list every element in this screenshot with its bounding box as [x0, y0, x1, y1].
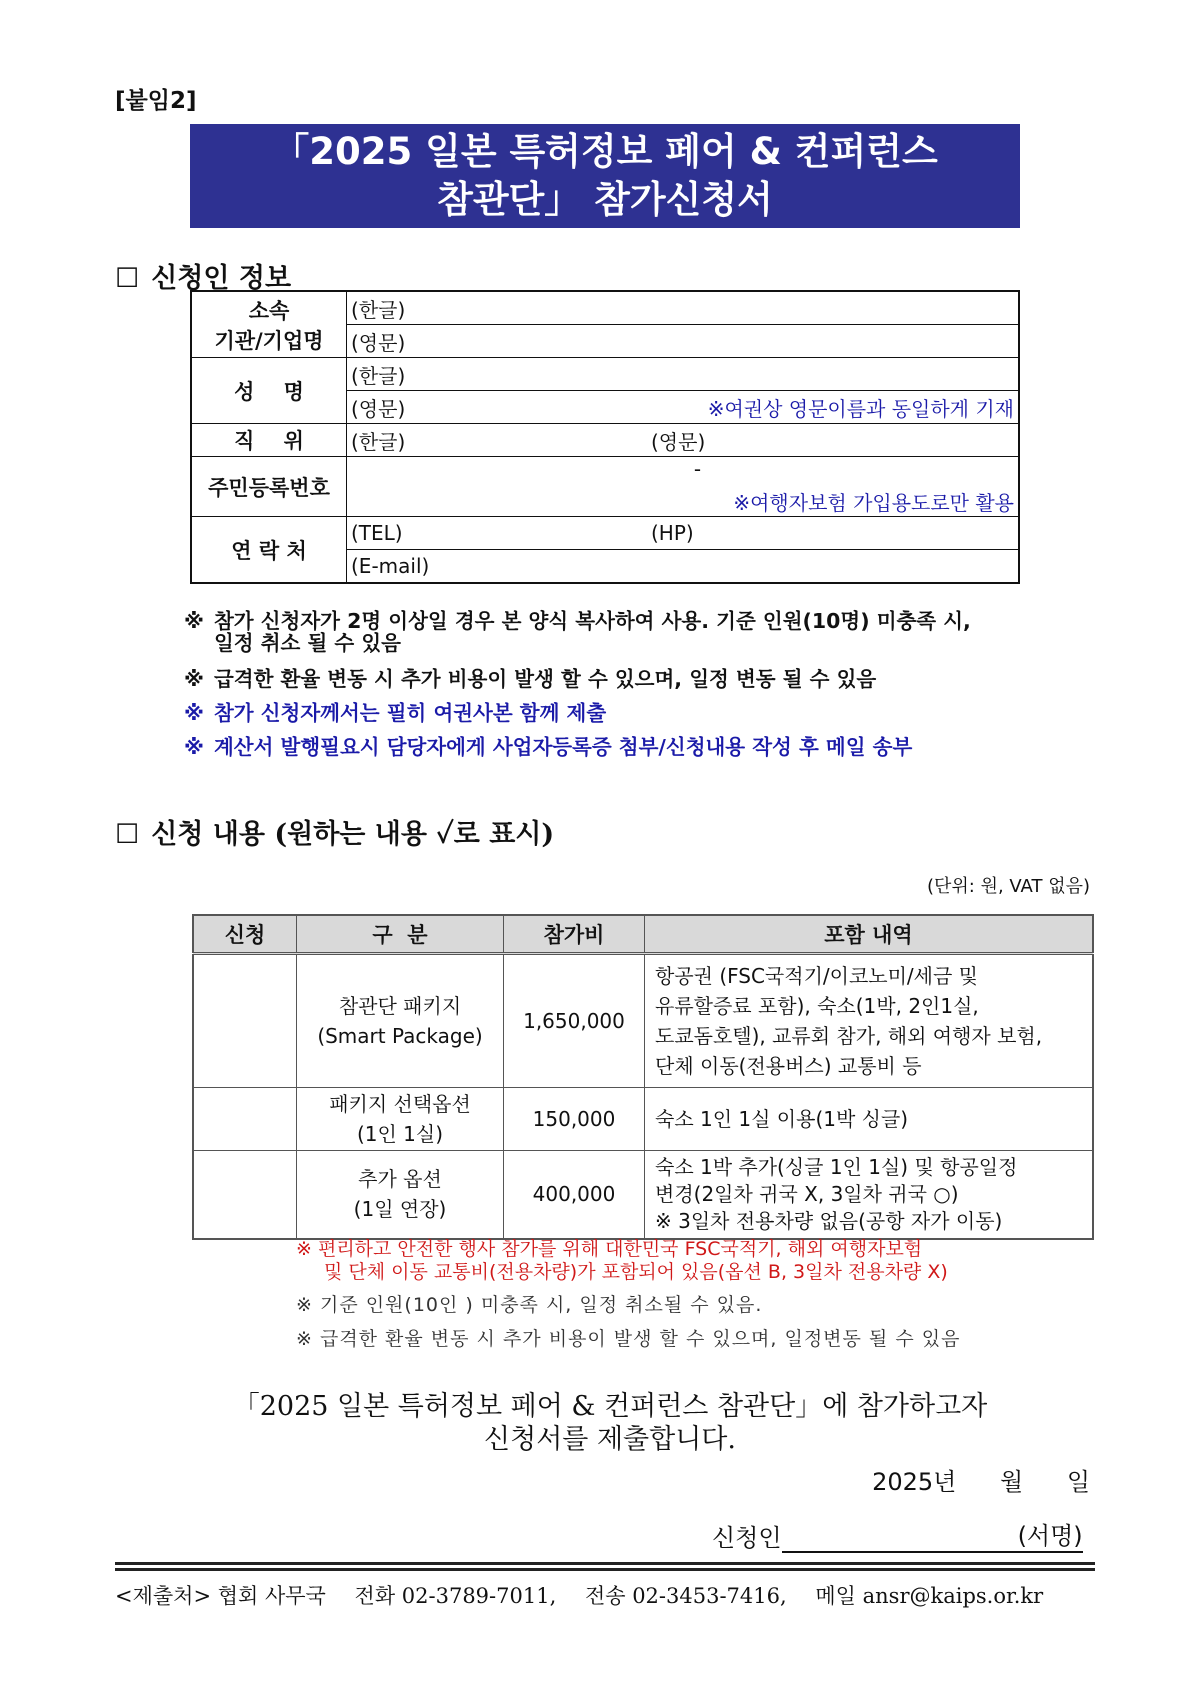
note-mark: ※: [184, 701, 204, 725]
date-month: 월: [999, 1468, 1024, 1496]
header-category: 구 분: [297, 915, 504, 954]
tel-prefix: (TEL): [351, 521, 403, 545]
affiliation-label: [191, 291, 347, 358]
footer-phone: 전화 02-3789-7011,: [354, 1584, 557, 1608]
email-field[interactable]: (E-mail): [347, 550, 1020, 584]
resident-dash: -: [693, 457, 702, 481]
note-text-cont: 일정 취소 될 수 있음: [214, 631, 401, 655]
header-fee: 참가비: [504, 915, 645, 954]
note-item: [184, 702, 606, 724]
note-mark: ※: [184, 667, 204, 691]
category-line: (1인 1실): [356, 1122, 444, 1146]
category-cell: [297, 1151, 504, 1239]
footer: [115, 1580, 1065, 1610]
category-line: (Smart Package): [317, 1024, 483, 1048]
includes-line: 항공권 (FSC국적기/이코노미/세금 및: [655, 964, 978, 988]
resident-number-field[interactable]: [347, 457, 1020, 517]
applicant-label: 신청인: [712, 1524, 782, 1552]
contact-label: 연 락 처: [191, 517, 347, 584]
table-row: [193, 1088, 1093, 1151]
apply-checkbox-cell[interactable]: [193, 1151, 297, 1239]
date-line: [872, 1462, 1090, 1497]
includes-cell: [645, 1088, 1094, 1151]
fee-cell: 400,000: [504, 1151, 645, 1239]
affiliation-label-line1: 소속: [248, 298, 290, 323]
includes-line: 변경(2일차 귀국 X, 3일차 귀국 ○): [655, 1181, 959, 1206]
name-english-field[interactable]: [347, 391, 1020, 424]
header-apply: 신청: [193, 915, 297, 954]
applicant-table: [190, 290, 1020, 584]
note-text: 참가 신청자께서는 필히 여권사본 함께 제출: [214, 701, 607, 725]
includes-cell: [645, 1151, 1094, 1239]
includes-line: ※ 3일차 전용차량 없음(공항 자가 이동): [655, 1208, 1003, 1233]
passport-note: ※여권상 영문이름과 동일하게 기재: [707, 396, 1014, 421]
name-english-prefix: (영문): [351, 396, 406, 421]
category-cell: [297, 1088, 504, 1151]
category-line: 패키지 선택옵션: [329, 1092, 471, 1116]
note-item: [184, 668, 876, 690]
resident-number-label: 주민등록번호: [191, 457, 347, 517]
title-line-1: 「2025 일본 특허정보 페어 & 컨퍼런스: [272, 130, 938, 173]
position-label: 직 위: [191, 424, 347, 457]
affiliation-label-line2: 기관/기업명: [214, 328, 324, 353]
note-item: [184, 736, 912, 758]
date-year: 2025년: [872, 1468, 957, 1496]
section-applicant-title: 신청인 정보: [151, 263, 292, 294]
includes-cell: [645, 954, 1094, 1088]
closing-statement: [150, 1390, 1070, 1456]
includes-line: 숙소 1인 1실 이용(1박 싱글): [655, 1107, 909, 1131]
fee-table: [192, 914, 1094, 1240]
header-includes: 포함 내역: [645, 915, 1094, 954]
phone-field[interactable]: [347, 517, 1020, 550]
insurance-note: ※여행자보험 가입용도로만 활용: [733, 491, 1014, 515]
position-field[interactable]: [347, 424, 1020, 457]
category-line: 추가 옵션: [358, 1167, 442, 1192]
category-line: 참관단 패키지: [338, 994, 462, 1018]
table-row: [193, 1151, 1093, 1239]
note-text: 계산서 발행필요시 담당자에게 사업자등록증 첨부/신청내용 작성 후 메일 송부: [214, 735, 913, 759]
title-banner: [190, 124, 1020, 228]
footer-submit-to: <제출처> 협회 사무국: [115, 1584, 326, 1608]
note-mark: ※: [184, 609, 204, 633]
affiliation-english-field[interactable]: (영문): [347, 325, 1020, 358]
closing-line1: 「2025 일본 특허정보 페어 & 컨퍼런스 참관단」에 참가하고자: [232, 1391, 988, 1422]
checkbox-icon: ☐: [115, 819, 140, 850]
exchange-note: ※ 급격한 환율 변동 시 추가 비용이 발생 할 수 있으며, 일정변동 될 수 있음: [296, 1328, 961, 1350]
category-line: (1일 연장): [353, 1197, 447, 1222]
includes-line: 단체 이동(전용버스) 교통비 등: [655, 1054, 922, 1078]
section-content-title: 신청 내용 (원하는 내용 ✓로 표시): [151, 819, 555, 850]
title-line-2: 참관단」 참가신청서: [437, 178, 773, 221]
note-item: [184, 610, 971, 654]
red-note-line2: 및 단체 이동 교통비(전용차량)가 포함되어 있음(옵션 B, 3일차 전용차량 X): [324, 1261, 948, 1283]
includes-line: 도쿄돔호텔), 교류회 참가, 해외 여행자 보험,: [655, 1024, 1043, 1048]
date-day: 일: [1066, 1468, 1090, 1496]
signature-field[interactable]: [782, 1525, 1018, 1553]
category-cell: [297, 954, 504, 1088]
apply-checkbox-cell[interactable]: [193, 1088, 297, 1151]
unit-note: (단위: 원, VAT 없음): [926, 876, 1090, 897]
apply-checkbox-cell[interactable]: [193, 954, 297, 1088]
signature-line: [712, 1516, 1083, 1553]
attachment-label: [붙임2]: [115, 88, 197, 114]
hp-prefix: (HP): [651, 521, 694, 545]
quota-note: ※ 기준 인원(10인 ) 미충족 시, 일정 취소될 수 있음.: [296, 1294, 763, 1316]
affiliation-korean-field[interactable]: (한글): [347, 291, 1020, 325]
note-text: 급격한 환율 변동 시 추가 비용이 발생 할 수 있으며, 일정 변동 될 수 있음: [214, 667, 877, 691]
double-divider: [115, 1562, 1095, 1571]
checkbox-icon: ☐: [115, 263, 140, 294]
fee-cell: 150,000: [504, 1088, 645, 1151]
includes-line: 유류할증료 포함), 숙소(1박, 2인1실,: [655, 994, 979, 1018]
signature-mark: (서명): [1018, 1516, 1083, 1553]
note-text: 참가 신청자가 2명 이상일 경우 본 양식 복사하여 사용. 기준 인원(10명) 미충족 시,: [214, 609, 971, 633]
red-note-line1: ※ 편리하고 안전한 행사 참가를 위해 대한민국 FSC국적기, 해외 여행자보험: [296, 1238, 923, 1260]
name-korean-field[interactable]: (한글): [347, 358, 1020, 391]
section-content-heading: [115, 812, 554, 851]
table-row: [193, 954, 1093, 1088]
position-english: (영문): [651, 429, 706, 454]
closing-line2: 신청서를 제출합니다.: [484, 1424, 736, 1455]
footer-email[interactable]: 메일 ansr@kaips.or.kr: [815, 1584, 1044, 1608]
includes-line: 숙소 1박 추가(싱글 1인 1실) 및 항공일정: [655, 1154, 1018, 1179]
fee-cell: 1,650,000: [504, 954, 645, 1088]
red-note: [296, 1238, 948, 1284]
note-mark: ※: [184, 735, 204, 759]
footer-fax: 전송 02-3453-7416,: [584, 1584, 787, 1608]
position-korean: (한글): [351, 429, 406, 454]
name-label: 성 명: [191, 358, 347, 424]
